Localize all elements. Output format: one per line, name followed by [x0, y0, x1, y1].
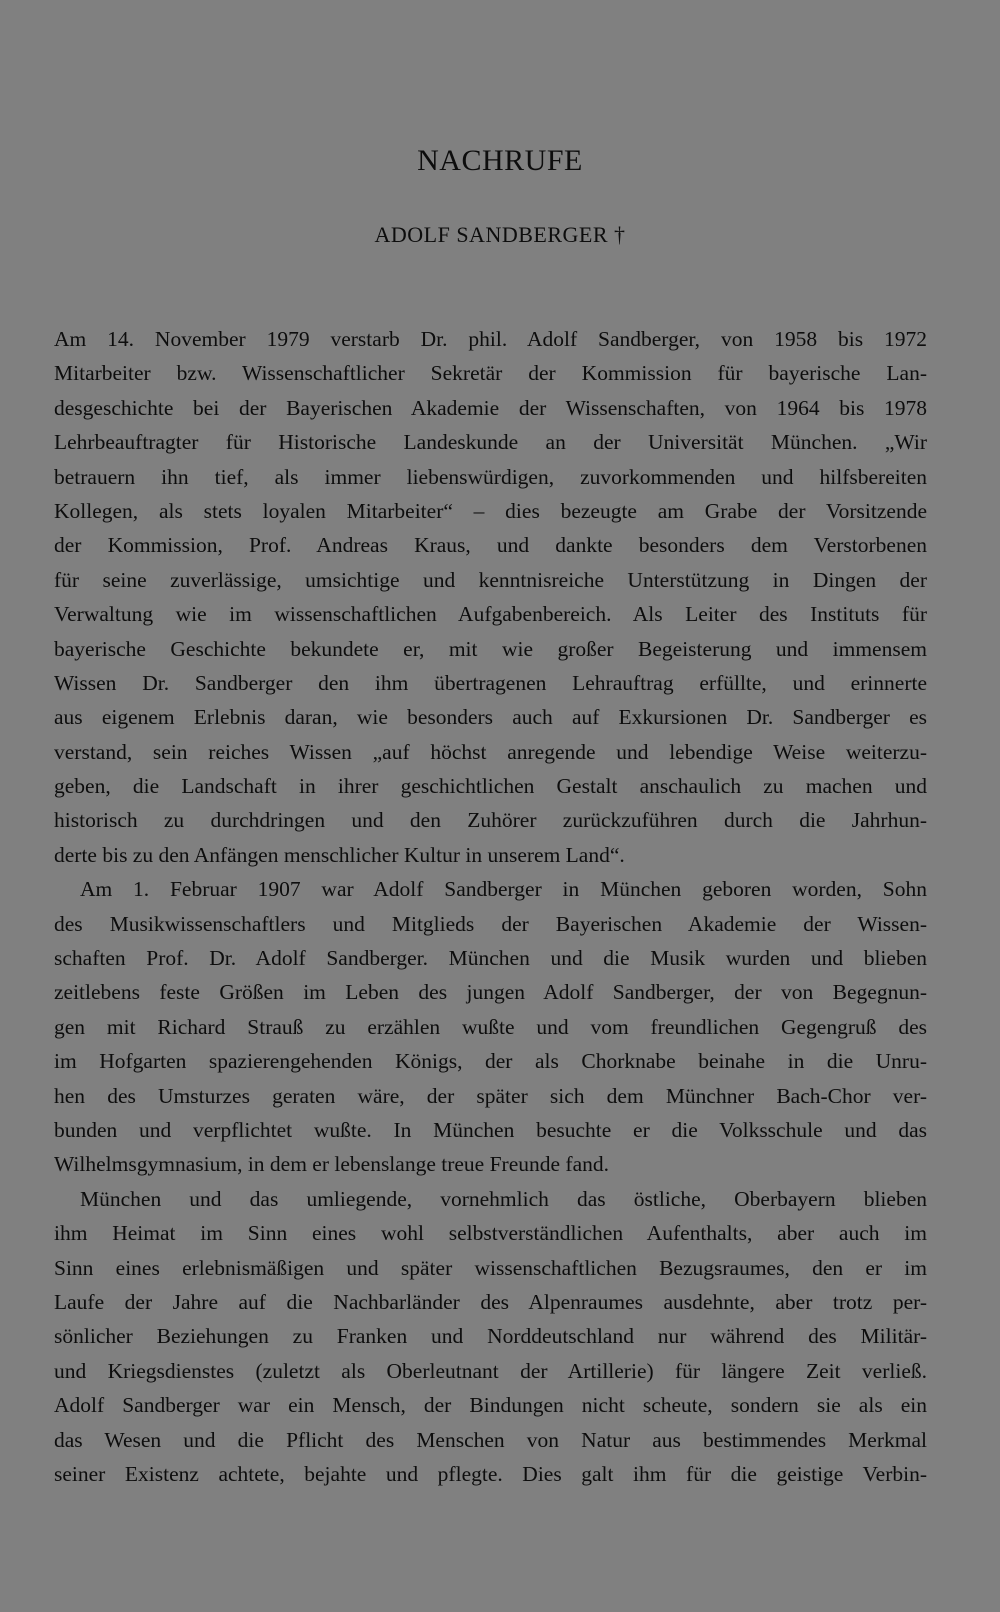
text-line: zeitlebens feste Größen im Leben des jungen Adolf Sandberger, der von Begegnun- [54, 980, 927, 1005]
text-line: historisch zu durchdringen und den Zuhörer zurückzuführen durch die Jahrhun- [54, 808, 927, 833]
text-line: geben, die Landschaft in ihrer geschichtlichen Gestalt anschaulich zu machen und [54, 774, 927, 799]
text-line: hen des Umsturzes geraten wäre, der später sich dem Münchner Bach-Chor ver- [54, 1083, 927, 1108]
obituary-body [54, 322, 927, 1491]
text-line: derte bis zu den Anfängen menschlicher Kultur in unserem Land“. [54, 842, 625, 867]
section-heading: NACHRUFE [417, 144, 583, 177]
text-line: ihm Heimat im Sinn eines wohl selbstverständlichen Aufenthalts, aber auch im [54, 1221, 927, 1246]
text-line: sönlicher Beziehungen zu Franken und Norddeutschland nur während des Militär- [54, 1324, 927, 1349]
text-line: Sinn eines erlebnismäßigen und später wissenschaftlichen Bezugsraumes, den er im [54, 1255, 927, 1280]
text-line: desgeschichte bei der Bayerischen Akademie der Wissenschaften, von 1964 bis 1978 [54, 395, 927, 420]
text-line: bunden und verpflichtet wußte. In München besuchte er die Volksschule und das [54, 1117, 927, 1142]
text-line: Kollegen, als stets loyalen Mitarbeiter“ – dies bezeugte am Grabe der Vorsitzende [54, 498, 927, 523]
text-line: das Wesen und die Pflicht des Menschen von Natur aus bestimmendes Merkmal [54, 1427, 927, 1452]
text-line: der Kommission, Prof. Andreas Kraus, und dankte besonders dem Verstorbenen [54, 533, 927, 558]
text-line: Lehrbeauftragter für Historische Landeskunde an der Universität München. „Wir [54, 430, 927, 455]
text-line: Am 14. November 1979 verstarb Dr. phil. Adolf Sandberger, von 1958 bis 1972 [54, 327, 927, 351]
text-line: Wilhelmsgymnasium, in dem er lebenslange treue Freunde fand. [54, 1152, 609, 1177]
text-line: des Musikwissenschaftlers und Mitglieds der Bayerischen Akademie der Wissen- [54, 911, 927, 936]
text-line: bayerische Geschichte bekundete er, mit wie großer Begeisterung und immensem [54, 636, 927, 661]
text-line: Laufe der Jahre auf die Nachbarländer des Alpenraumes ausdehnte, aber trotz per- [54, 1289, 927, 1314]
text-line: aus eigenem Erlebnis daran, wie besonders auch auf Exkursionen Dr. Sandberger es [54, 705, 927, 730]
text-line: seiner Existenz achtete, bejahte und pflegte. Dies galt ihm für die geistige Verbin- [54, 1461, 927, 1486]
text-line: im Hofgarten spazierengehenden Königs, der als Chorknabe beinahe in die Unru- [54, 1049, 927, 1074]
text-line: betrauern ihn tief, als immer liebenswürdigen, zuvorkommenden und hilfsbereiten [54, 464, 927, 489]
text-line: schaften Prof. Dr. Adolf Sandberger. München und die Musik wurden und blieben [54, 946, 927, 971]
text-line: Wissen Dr. Sandberger den ihm übertragenen Lehrauftrag erfüllte, und erinnerte [54, 670, 927, 695]
text-line: und Kriegsdienstes (zuletzt als Oberleutnant der Artillerie) für längere Zeit verließ. [54, 1358, 927, 1383]
text-line: Am 1. Februar 1907 war Adolf Sandberger in München geboren worden, Sohn [80, 877, 927, 902]
paragraph-2 [54, 872, 927, 1182]
text-line: für seine zuverlässige, umsichtige und kenntnisreiche Unterstützung in Dingen der [54, 567, 927, 592]
obituary-title: ADOLF SANDBERGER † [374, 222, 626, 247]
text-line: Mitarbeiter bzw. Wissenschaftlicher Sekretär der Kommission für bayerische Lan- [54, 361, 927, 386]
text-line: München und das umliegende, vornehmlich das östliche, Oberbayern blieben [80, 1186, 927, 1211]
text-line: verstand, sein reiches Wissen „auf höchst anregende und lebendige Weise weiterzu- [54, 739, 927, 764]
text-line: gen mit Richard Strauß zu erzählen wußte und vom freundlichen Gegengruß des [54, 1014, 927, 1039]
paragraph-1 [54, 322, 927, 872]
paragraph-3 [54, 1182, 927, 1492]
text-line: Adolf Sandberger war ein Mensch, der Bindungen nicht scheute, sondern sie als ein [54, 1393, 927, 1418]
text-line: Verwaltung wie im wissenschaftlichen Aufgabenbereich. Als Leiter des Instituts für [54, 602, 927, 627]
